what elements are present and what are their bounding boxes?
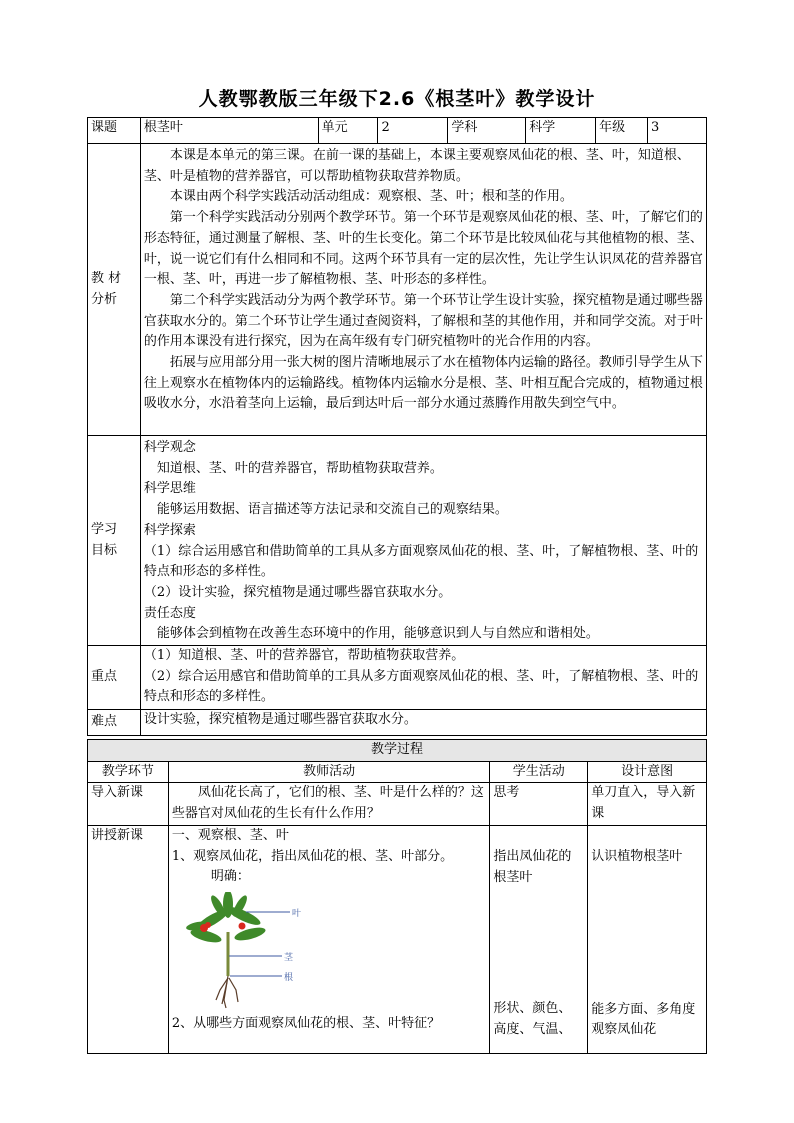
info-row [88, 118, 707, 144]
topic-value: 根茎叶 [140, 118, 318, 144]
process-column-headers [88, 761, 707, 783]
col-student: 学生活动 [490, 761, 588, 783]
analysis-row [88, 144, 707, 436]
step-1: 1、观察凤仙花，指出凤仙花的根、茎、叶部分。 [171, 848, 454, 864]
analysis-paragraph: 第二个科学实践活动分为两个教学环节。第一个环节让学生设计实验，探究植物是通过哪些器官获取水分的。第二个环节让学生通过查阅资料，了解根和茎的其他作用，并和同学交流。对于叶的作用本课没有进行探究，因为在高年级有专门研究植物叶的光合作用的内容。 [143, 292, 703, 350]
col-teacher: 教师活动 [168, 761, 490, 783]
goal-text: 知道根、茎、叶的营养器官，帮助植物获取营养。 [156, 460, 443, 476]
design-table [87, 117, 707, 736]
goals-content [140, 436, 706, 646]
subject-value: 科学 [526, 118, 596, 144]
stage-lecture: 讲授新课 [88, 825, 169, 1053]
key-points-row [88, 646, 707, 710]
stage-intro: 导入新课 [88, 783, 169, 825]
clarify-label: 明确： [210, 869, 250, 885]
intent-lecture: 认识植物根茎叶 能多方面、多角度观察凤仙花 [588, 825, 707, 1053]
impatiens-plant-image [182, 892, 332, 1012]
goal-heading: 科学观念 [143, 440, 196, 455]
intent-intro: 单刀直入，导入新课 [588, 783, 707, 825]
col-stage: 教学环节 [88, 761, 169, 783]
goal-text: 能够体会到植物在改善生态环境中的作用，能够意识到人与自然应和谐相处。 [156, 626, 599, 642]
flower-shapes [200, 922, 246, 932]
table-row [88, 825, 707, 1053]
analysis-paragraph: 拓展与应用部分用一张大树的图片清晰地展示了水在植物体内运输的路径。教师引导学生从下往上观察水在植物体内的运输路线。植物体内运输水分是根、茎、叶相互配合完成的，植物通过根吸收水分，水沿着茎向上运输，最后到达叶后一部分水通过蒸腾作用散失到空气中。 [143, 355, 703, 412]
leaf-shapes [185, 892, 266, 945]
goal-text: 能够运用数据、语言描述等方法记录和交流自己的观察结果。 [156, 502, 508, 518]
root-shape [216, 976, 238, 1008]
root-label: 根 [283, 972, 293, 983]
goal-text: （2）设计实验，探究植物是通过哪些器官获取水分。 [143, 584, 452, 600]
analysis-paragraph: 本课是本单元的第三课。在前一课的基础上，本课主要观察凤仙花的根、茎、叶，知道根、茎、叶是植物的营养器官，可以帮助植物获取营养物质。 [143, 148, 690, 184]
student-intro: 思考 [490, 783, 588, 825]
table-row [88, 783, 707, 825]
student-lecture: 指出凤仙花的根茎叶 形状、颜色、高度、气温、 [490, 825, 588, 1053]
goal-heading: 科学思维 [143, 481, 196, 497]
topic-label: 课题 [88, 118, 141, 144]
grade-value: 3 [648, 118, 707, 144]
difficult-row [88, 710, 707, 736]
difficult-content: 设计实验，探究植物是通过哪些器官获取水分。 [140, 710, 706, 736]
page-title: 人教鄂教版三年级下2.6《根茎叶》教学设计 [198, 88, 596, 110]
process-table [87, 739, 707, 1054]
key-points-label: 重点 [88, 646, 141, 710]
difficult-label: 难点 [88, 710, 141, 736]
key-point: （1）知道根、茎、叶的营养器官，帮助植物获取营养。 [143, 648, 465, 664]
goal-text: （1）综合运用感官和借助简单的工具从多方面观察凤仙花的根、茎、叶，了解植物根、茎、叶的特点和形态的多样性。 [143, 543, 699, 580]
plant-diagram [182, 892, 332, 1012]
unit-label: 单元 [318, 118, 378, 144]
teacher-lecture [168, 825, 490, 1053]
teacher-intro: 凤仙花长高了，它们的根、茎、叶是什么样的？这些器官对凤仙花的生长有什么作用？ [168, 783, 490, 825]
analysis-paragraph: 第一个科学实践活动分别两个教学环节。第一个环节是观察凤仙花的根、茎、叶，了解它们的形态特征，通过测量了解根、茎、叶的生长变化。第二个环节是比较凤仙花与其他植物的根、茎、叶，说一说它们有什么相同和不同。这两个环节具有一定的层次性，先让学生认识凤花的营养器官一根、茎、叶，再进一步了解植物根、茎、叶形态的多样性。 [143, 210, 703, 288]
goals-label: 学习 目标 [88, 436, 141, 646]
process-header: 教学过程 [88, 740, 707, 762]
grade-label: 年级 [596, 118, 648, 144]
section-heading: 一、观察根、茎、叶 [171, 827, 289, 843]
leaf-label: 叶 [291, 908, 301, 919]
analysis-content [140, 144, 706, 436]
analysis-label: 教 材 分析 [88, 144, 141, 436]
unit-value: 2 [378, 118, 448, 144]
analysis-paragraph: 本课由两个科学实践活动活动组成：观察根、茎、叶；根和茎的作用。 [169, 189, 573, 205]
step-2: 2、从哪些方面观察凤仙花的根、茎、叶特征？ [171, 1015, 441, 1031]
col-intent: 设计意图 [588, 761, 707, 783]
subject-label: 学科 [448, 118, 526, 144]
stem-label: 茎 [283, 952, 293, 963]
goal-heading: 责任态度 [143, 605, 196, 621]
goals-row [88, 436, 707, 646]
goal-heading: 科学探索 [143, 522, 196, 538]
key-point: （2）综合运用感官和借助简单的工具从多方面观察凤仙花的根、茎、叶，了解植物根、茎、叶的特点和形态的多样性。 [143, 668, 699, 705]
key-points-content [140, 646, 706, 710]
